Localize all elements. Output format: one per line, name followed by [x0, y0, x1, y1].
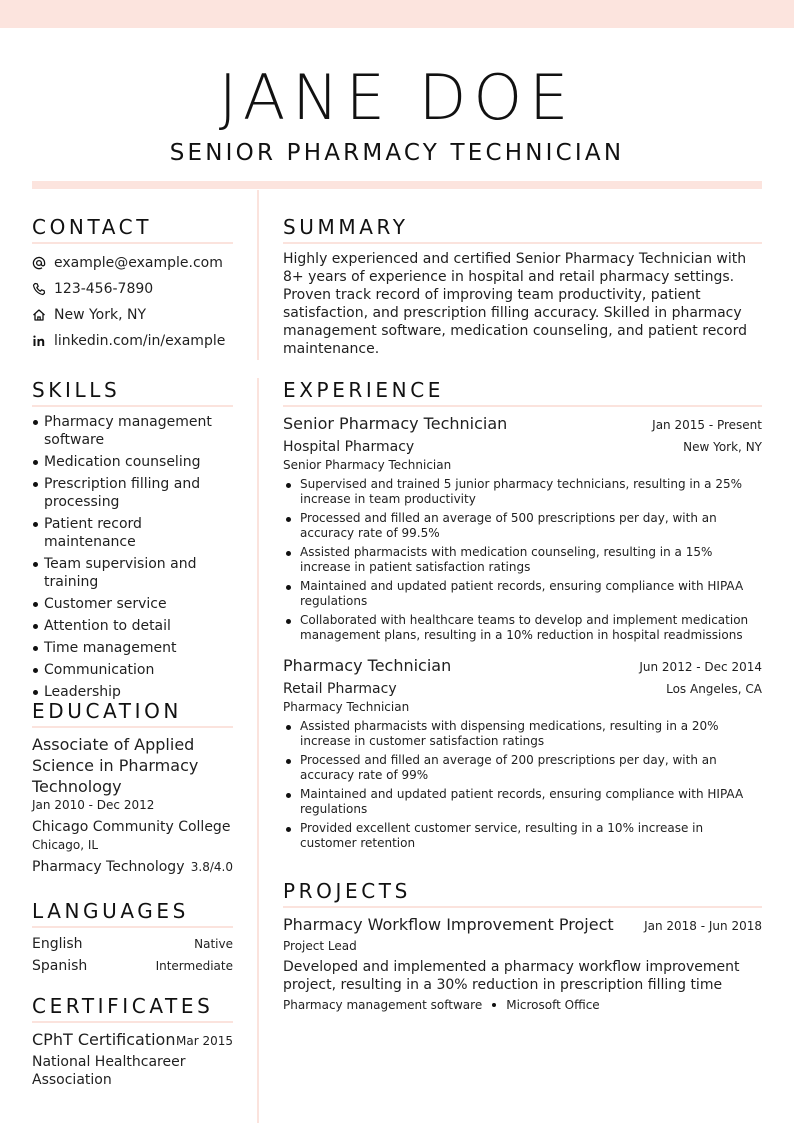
skill-item: Leadership — [32, 683, 233, 701]
job-bullet: Processed and filled an average of 200 prescriptions per day, with an accuracy rate of 99% — [283, 753, 762, 783]
skill-item: Attention to detail — [32, 617, 233, 635]
job-company-row — [283, 679, 762, 699]
job-bullets — [283, 477, 762, 643]
contact-linkedin[interactable]: linkedin.com/in/example — [54, 333, 226, 349]
job-title: Pharmacy Technician — [283, 656, 452, 675]
summary-section — [283, 214, 762, 358]
job-bullet: Provided excellent customer service, resulting in a 10% increase in customer retention — [283, 821, 762, 851]
skill-item: Pharmacy management software — [32, 413, 233, 449]
contact-email[interactable]: example@example.com — [54, 255, 223, 271]
language-level: Native — [194, 937, 233, 951]
job-company: Hospital Pharmacy — [283, 439, 415, 455]
job-bullet: Assisted pharmacists with medication counseling, resulting in a 15% increase in patient satisfaction ratings — [283, 545, 762, 575]
project-role: Project Lead — [283, 939, 357, 953]
candidate-name: JANE DOE — [218, 61, 576, 134]
job-bullet: Collaborated with healthcare teams to develop and implement medication management plans, resulting in a 10% reduction in hospital readmissions — [283, 613, 762, 643]
project-description: Developed and implemented a pharmacy workflow improvement project, resulting in a 30% reduction in prescription filling time — [283, 959, 740, 993]
skill-item: Customer service — [32, 595, 233, 613]
education-gpa: 3.8/4.0 — [190, 860, 233, 874]
skills-list — [32, 413, 233, 701]
language-row — [32, 956, 233, 978]
job-bullets — [283, 719, 762, 851]
skills-section — [32, 377, 233, 705]
contact-location-row — [32, 302, 233, 328]
education-school: Chicago Community College — [32, 819, 231, 835]
skill-item: Prescription filling and processing — [32, 475, 233, 511]
candidate-title: SENIOR PHARMACY TECHNICIAN — [169, 140, 625, 166]
skill-item: Communication — [32, 661, 233, 679]
project-tag: Pharmacy management software — [283, 998, 483, 1012]
education-gpa-row — [32, 857, 233, 877]
certificate-date: Mar 2015 — [176, 1034, 233, 1048]
skills-heading: SKILLS — [32, 377, 233, 407]
education-location: Chicago, IL — [32, 838, 99, 852]
job-role: Pharmacy Technician — [283, 700, 410, 714]
contact-location: New York, NY — [54, 307, 147, 323]
contact-phone-row — [32, 276, 233, 302]
column-divider-bottom — [257, 378, 259, 1123]
language-row — [32, 934, 233, 956]
job-entry — [283, 655, 762, 851]
phone-icon — [32, 282, 46, 296]
project-title: Pharmacy Workflow Improvement Project — [283, 915, 614, 934]
contact-email-row — [32, 250, 233, 276]
job-company-row — [283, 437, 762, 457]
language-level: Intermediate — [155, 959, 233, 973]
job-location: Los Angeles, CA — [666, 682, 762, 696]
certificate-name: CPhT Certification — [32, 1030, 176, 1049]
skill-item: Team supervision and training — [32, 555, 233, 591]
skill-item: Medication counseling — [32, 453, 233, 471]
column-divider-top — [257, 190, 259, 360]
job-dates: Jun 2012 - Dec 2014 — [639, 660, 762, 674]
summary-heading: SUMMARY — [283, 214, 762, 244]
education-dates: Jan 2010 - Dec 2012 — [32, 798, 155, 812]
education-section — [32, 698, 233, 877]
job-location: New York, NY — [683, 440, 762, 454]
projects-section — [283, 878, 762, 1013]
job-bullet: Supervised and trained 5 junior pharmacy technicians, resulting in a 25% increase in team productivity — [283, 477, 762, 507]
languages-heading: LANGUAGES — [32, 898, 233, 928]
certificate-row — [32, 1029, 233, 1051]
job-entry — [283, 413, 762, 643]
skill-item: Time management — [32, 639, 233, 657]
top-accent-bar — [0, 0, 794, 28]
project-title-row — [283, 914, 762, 936]
summary-text: Highly experienced and certified Senior Pharmacy Technician with 8+ years of experience in hospital and retail pharmacy settings. Proven track record of improving team productivity, patient satisfaction, and prescription filling accuracy. Skilled in pharmacy management software, medication counseling, and patient record maintenance. — [283, 251, 747, 357]
education-field: Pharmacy Technology — [32, 859, 185, 875]
header-divider — [32, 181, 762, 189]
job-bullet: Assisted pharmacists with dispensing medications, resulting in a 20% increase in customer satisfaction ratings — [283, 719, 762, 749]
at-sign-icon — [32, 256, 46, 270]
tag-separator-dot — [492, 1003, 496, 1007]
job-company: Retail Pharmacy — [283, 681, 397, 697]
language-name: Spanish — [32, 958, 88, 974]
linkedin-icon — [32, 334, 46, 348]
contact-section — [32, 214, 233, 354]
job-role: Senior Pharmacy Technician — [283, 458, 452, 472]
projects-heading: PROJECTS — [283, 878, 762, 908]
job-title-row — [283, 413, 762, 435]
contact-linkedin-row — [32, 328, 233, 354]
project-dates: Jan 2018 - Jun 2018 — [644, 919, 762, 933]
contact-heading: CONTACT — [32, 214, 233, 244]
project-tag: Microsoft Office — [506, 998, 600, 1012]
certificates-heading: CERTIFICATES — [32, 993, 233, 1023]
job-bullet: Maintained and updated patient records, ensuring compliance with HIPAA regulations — [283, 579, 762, 609]
job-title-row — [283, 655, 762, 677]
experience-section — [283, 377, 762, 855]
education-degree: Associate of Applied Science in Pharmacy Technology — [32, 735, 199, 796]
experience-heading: EXPERIENCE — [283, 377, 762, 407]
languages-section — [32, 898, 233, 978]
project-tags — [283, 997, 762, 1013]
home-icon — [32, 308, 46, 322]
education-heading: EDUCATION — [32, 698, 233, 728]
certificates-section — [32, 993, 233, 1089]
skill-item: Patient record maintenance — [32, 515, 233, 551]
job-dates: Jan 2015 - Present — [652, 418, 762, 432]
job-title: Senior Pharmacy Technician — [283, 414, 508, 433]
job-bullet: Processed and filled an average of 500 prescriptions per day, with an accuracy rate of 99.5% — [283, 511, 762, 541]
language-name: English — [32, 936, 83, 952]
contact-phone[interactable]: 123-456-7890 — [54, 281, 154, 297]
job-bullet: Maintained and updated patient records, ensuring compliance with HIPAA regulations — [283, 787, 762, 817]
certificate-issuer: National Healthcareer Association — [32, 1054, 186, 1088]
